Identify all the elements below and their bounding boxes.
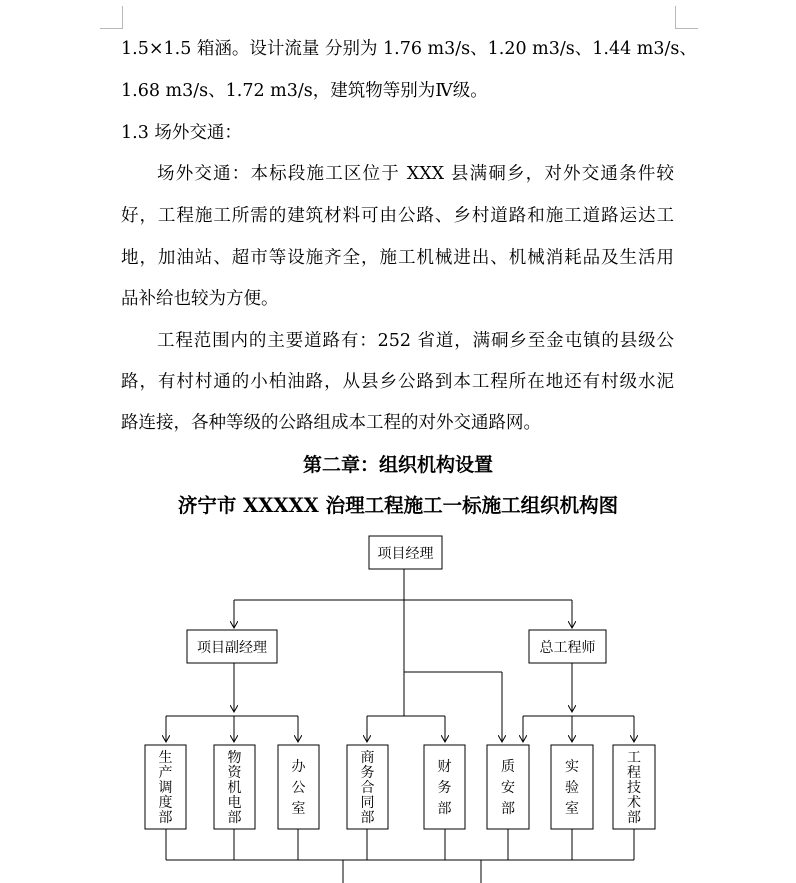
section-heading: 1.3 场外交通： — [121, 123, 242, 143]
box-label: 项目副经理 — [197, 640, 267, 656]
department-label-char: 务 — [360, 765, 375, 781]
body-line: 路，有村村通的小柏油路，从县乡公路到本工程所在地还有村级水泥 — [121, 372, 674, 392]
org-connectors — [166, 569, 634, 883]
box-label: 总工程师 — [539, 640, 596, 656]
box-deputy-manager — [187, 630, 277, 663]
department-label-char: 度 — [158, 795, 173, 811]
org-chart-title: 济宁市 XXXXX 治理工程施工一标施工组织机构图 — [177, 494, 619, 517]
department-label-char: 工 — [627, 750, 641, 766]
chapter-title: 第二章：组织机构设置 — [302, 454, 493, 476]
body-line: 1.5×1.5 箱涵。设计流量 分别为 1.76 m3/s、1.20 m3/s、1.44 m3/s、 — [121, 39, 697, 59]
department-label-char: 部 — [437, 801, 452, 817]
department-boxes — [145, 745, 655, 829]
department-label-char: 电 — [227, 795, 242, 811]
body-line: 地，加油站、超市等设施齐全，施工机械进出、机械消耗品及生活用 — [121, 248, 674, 268]
department-label-char: 部 — [360, 810, 375, 826]
department-label-char: 质 — [501, 759, 515, 775]
department-label-char: 商 — [360, 750, 375, 766]
department-box — [347, 745, 388, 829]
department-label-char: 室 — [291, 801, 306, 817]
department-label-char: 机 — [227, 780, 242, 796]
department-box — [278, 745, 319, 829]
department-label-char: 程 — [627, 765, 641, 781]
body-line: 好，工程施工所需的建筑材料可由公路、乡村道路和施工道路运达工 — [121, 206, 674, 226]
body-line: 工程范围内的主要道路有：252 省道，满硐乡至金屯镇的县级公 — [157, 331, 674, 351]
department-label-char: 公 — [291, 780, 306, 796]
department-box — [214, 745, 255, 829]
department-label-char: 实 — [565, 759, 579, 775]
box-chief-engineer — [529, 630, 606, 663]
box-project-manager — [369, 536, 442, 569]
body-line: 品补给也较为方便。 — [121, 289, 279, 309]
department-label-char: 办 — [291, 759, 306, 775]
department-box — [424, 745, 465, 829]
department-label-char: 部 — [627, 810, 641, 826]
department-box — [487, 745, 529, 829]
department-box — [613, 745, 655, 829]
department-label-char: 术 — [627, 795, 641, 811]
department-label-char: 室 — [565, 801, 579, 817]
department-label-char: 资 — [227, 765, 242, 781]
department-label-char: 产 — [158, 765, 173, 781]
department-box — [551, 745, 593, 829]
department-label-char: 验 — [565, 780, 579, 796]
department-label-char: 部 — [501, 801, 515, 817]
department-label-char: 部 — [227, 810, 242, 826]
department-label-char: 务 — [437, 780, 452, 796]
department-label-char: 部 — [158, 810, 173, 826]
department-label-char: 同 — [360, 795, 375, 811]
department-label-char: 安 — [501, 780, 515, 796]
department-label-char: 生 — [158, 750, 173, 766]
department-box — [145, 745, 186, 829]
body-line: 1.68 m3/s、1.72 m3/s，建筑物等别为Ⅳ级。 — [121, 81, 488, 101]
department-label-char: 调 — [158, 780, 173, 796]
department-label-char: 技 — [627, 780, 641, 796]
body-line: 路连接，各种等级的公路组成本工程的对外交通路网。 — [121, 413, 541, 433]
body-line: 场外交通：本标段施工区位于 XXX 县满硐乡，对外交通条件较 — [157, 164, 674, 184]
box-label: 项目经理 — [377, 546, 434, 562]
department-label-char: 物 — [227, 750, 242, 766]
department-label-char: 财 — [437, 759, 452, 775]
department-label-char: 合 — [360, 780, 375, 796]
